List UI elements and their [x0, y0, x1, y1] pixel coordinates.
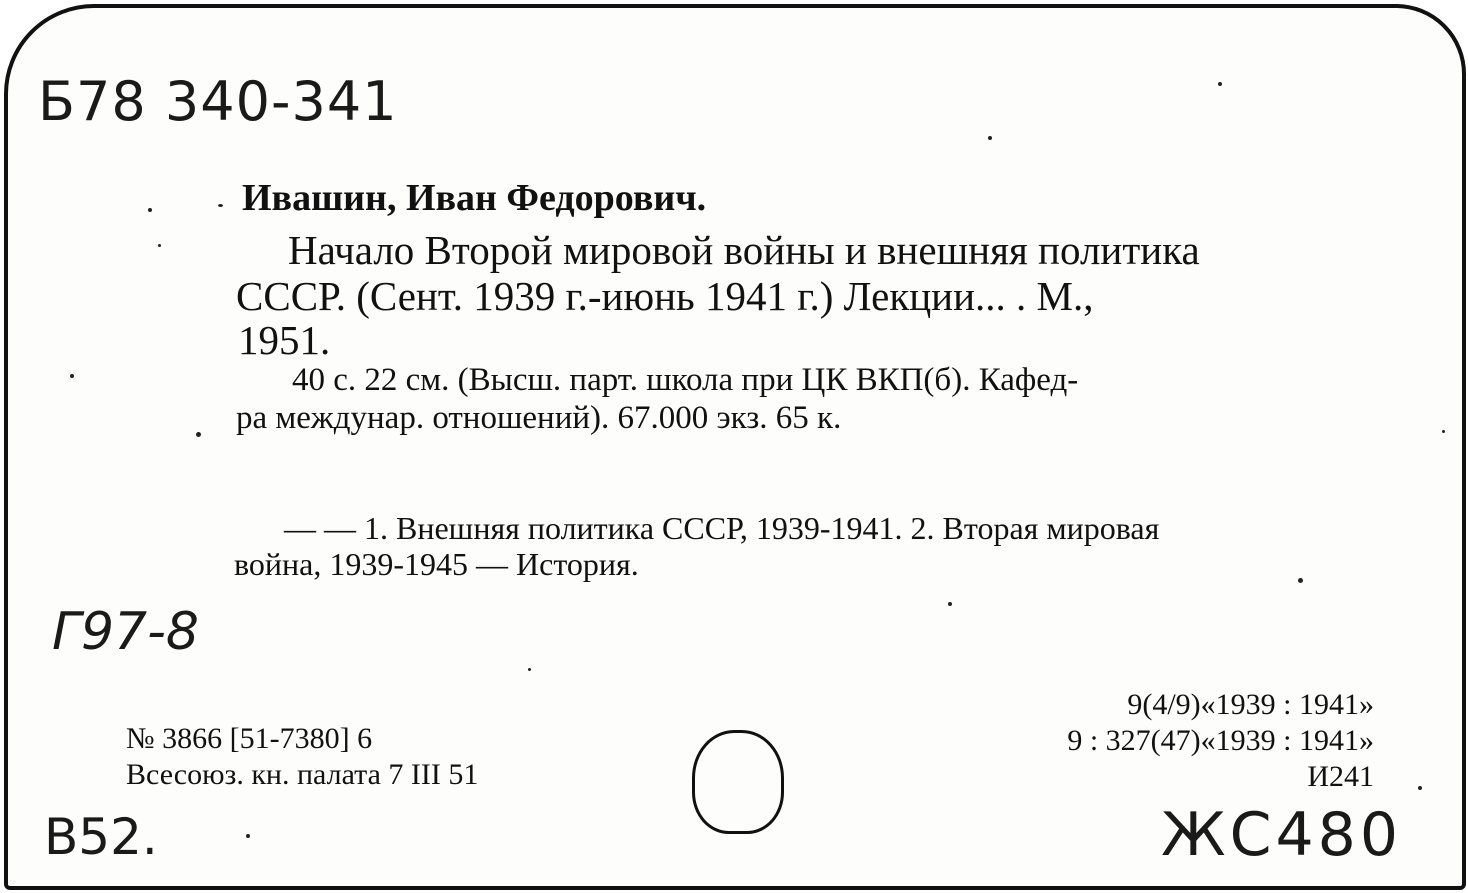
handwritten-class-code: Г97-8	[52, 602, 199, 662]
title-line: Начало Второй мировой войны и внешняя политика	[288, 227, 1200, 273]
oval-stamp	[692, 730, 784, 834]
shelf-mark: Б78 340-341	[38, 70, 398, 133]
subject-line: война, 1939-1945 — История.	[234, 546, 639, 582]
registration-source: Всесоюз. кн. палата 7 III 51	[126, 758, 479, 791]
udc-code: 9 : 327(47)«1939 : 1941»	[1067, 724, 1374, 757]
title-line: 1951.	[238, 317, 331, 363]
collation-line: 40 с. 22 см. (Высш. парт. школа при ЦК ВКП(б). Кафед-	[292, 362, 1079, 398]
catalog-card	[4, 4, 1466, 890]
registration-number: № 3866 [51-7380] 6	[126, 722, 373, 755]
collation-line: ра междунар. отношений). 67.000 экз. 65 к.	[236, 400, 842, 436]
handwritten-location-code: В52.	[44, 808, 158, 866]
handwritten-inventory-code: ЖС480	[1160, 800, 1402, 870]
subject-line: — — 1. Внешняя политика СССР, 1939-1941. 2. Вторая мировая	[284, 510, 1160, 546]
title-line: СССР. (Сент. 1939 г.-июнь 1941 г.) Лекции... . М.,	[236, 273, 1094, 319]
author-mark: И241	[1307, 760, 1374, 793]
udc-code: 9(4/9)«1939 : 1941»	[1127, 688, 1374, 721]
author-heading: Ивашин, Иван Федорович.	[242, 177, 707, 219]
